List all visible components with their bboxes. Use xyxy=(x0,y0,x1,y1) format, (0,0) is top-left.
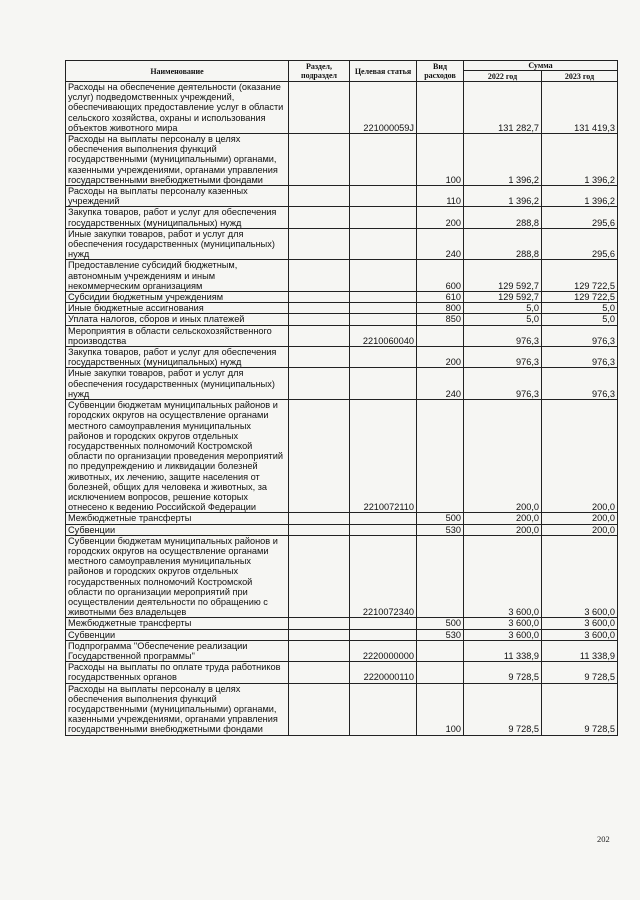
row-sum-2023: 200,0 xyxy=(542,513,618,524)
table-row xyxy=(66,513,618,524)
row-type: 610 xyxy=(417,292,464,303)
table-row xyxy=(66,640,618,661)
row-section xyxy=(289,134,350,186)
row-sum-2023: 5,0 xyxy=(542,314,618,325)
row-target xyxy=(350,207,417,228)
row-section xyxy=(289,662,350,683)
row-sum-2023: 1 396,2 xyxy=(542,186,618,207)
row-name: Предоставление субсидий бюджетным, автономным учреждениям и иным некоммерческим организациям xyxy=(66,260,289,292)
row-sum-2023: 976,3 xyxy=(542,325,618,346)
row-type xyxy=(417,82,464,134)
row-target xyxy=(350,228,417,260)
row-sum-2023: 3 600,0 xyxy=(542,618,618,629)
row-target xyxy=(350,347,417,368)
table-row xyxy=(66,662,618,683)
row-sum-2023: 976,3 xyxy=(542,347,618,368)
row-target xyxy=(350,314,417,325)
row-section xyxy=(289,207,350,228)
row-sum-2022: 3 600,0 xyxy=(464,535,542,618)
row-type xyxy=(417,662,464,683)
row-target: 221000059J xyxy=(350,82,417,134)
row-section xyxy=(289,82,350,134)
row-type xyxy=(417,640,464,661)
row-target: 2210072110 xyxy=(350,400,417,513)
row-target xyxy=(350,524,417,535)
row-type: 200 xyxy=(417,347,464,368)
row-type: 530 xyxy=(417,629,464,640)
row-name: Расходы на выплаты персоналу в целях обеспечения выполнения функций государственными (муниципальными) органами, казенными учреждениями, органами управления государственными внебюджетными фондами xyxy=(66,683,289,735)
table-row xyxy=(66,347,618,368)
row-sum-2023: 131 419,3 xyxy=(542,82,618,134)
row-sum-2023: 129 722,5 xyxy=(542,260,618,292)
table-row xyxy=(66,228,618,260)
row-sum-2022: 11 338,9 xyxy=(464,640,542,661)
row-target xyxy=(350,186,417,207)
table-row xyxy=(66,368,618,400)
row-type: 500 xyxy=(417,513,464,524)
page-number: 202 xyxy=(597,834,610,844)
row-type: 500 xyxy=(417,618,464,629)
row-target: 2220000110 xyxy=(350,662,417,683)
row-type xyxy=(417,400,464,513)
row-sum-2022: 976,3 xyxy=(464,325,542,346)
row-name: Расходы на выплаты персоналу в целях обеспечения выполнения функций государственными (муниципальными) органами, казенными учреждениями, органами управления государственными внебюджетными фондами xyxy=(66,134,289,186)
row-type: 200 xyxy=(417,207,464,228)
row-sum-2022: 5,0 xyxy=(464,314,542,325)
row-sum-2023: 200,0 xyxy=(542,524,618,535)
row-sum-2023: 295,6 xyxy=(542,207,618,228)
row-target xyxy=(350,292,417,303)
row-target xyxy=(350,618,417,629)
table-row xyxy=(66,683,618,735)
row-target xyxy=(350,303,417,314)
table-body xyxy=(66,82,618,736)
header-type: Вид расходов xyxy=(417,61,464,82)
row-sum-2022: 129 592,7 xyxy=(464,292,542,303)
row-sum-2023: 3 600,0 xyxy=(542,535,618,618)
row-target: 2210072340 xyxy=(350,535,417,618)
header-section: Раздел, подраздел xyxy=(289,61,350,82)
row-name: Уплата налогов, сборов и иных платежей xyxy=(66,314,289,325)
row-sum-2022: 200,0 xyxy=(464,400,542,513)
row-name: Субвенции бюджетам муниципальных районов и городских округов на осуществление органами местного самоуправления муниципальных районов и городских округов отдельных государственных полномочий Костромской области по организации мероприятий при осуществлении деятельности по обращению с животными без владельцев xyxy=(66,535,289,618)
row-target: 2220000000 xyxy=(350,640,417,661)
row-name: Закупка товаров, работ и услуг для обеспечения государственных (муниципальных) нужд xyxy=(66,347,289,368)
row-section xyxy=(289,260,350,292)
header-row xyxy=(66,61,618,71)
row-target xyxy=(350,513,417,524)
row-sum-2022: 3 600,0 xyxy=(464,629,542,640)
row-section xyxy=(289,524,350,535)
row-sum-2023: 976,3 xyxy=(542,368,618,400)
row-name: Закупка товаров, работ и услуг для обеспечения государственных (муниципальных) нужд xyxy=(66,207,289,228)
header-sum: Сумма xyxy=(464,61,618,71)
row-type: 850 xyxy=(417,314,464,325)
table-row xyxy=(66,134,618,186)
row-target xyxy=(350,629,417,640)
row-sum-2022: 9 728,5 xyxy=(464,662,542,683)
header-name: Наименование xyxy=(66,61,289,82)
row-sum-2023: 200,0 xyxy=(542,400,618,513)
row-type: 240 xyxy=(417,368,464,400)
table-row xyxy=(66,618,618,629)
row-section xyxy=(289,400,350,513)
row-sum-2022: 1 396,2 xyxy=(464,134,542,186)
row-sum-2022: 9 728,5 xyxy=(464,683,542,735)
row-type: 800 xyxy=(417,303,464,314)
row-name: Межбюджетные трансферты xyxy=(66,618,289,629)
row-section xyxy=(289,347,350,368)
row-sum-2023: 11 338,9 xyxy=(542,640,618,661)
row-section xyxy=(289,325,350,346)
row-sum-2023: 9 728,5 xyxy=(542,683,618,735)
table-row xyxy=(66,292,618,303)
row-section xyxy=(289,303,350,314)
row-type: 100 xyxy=(417,683,464,735)
row-sum-2022: 200,0 xyxy=(464,524,542,535)
table-row xyxy=(66,325,618,346)
row-target xyxy=(350,260,417,292)
row-section xyxy=(289,535,350,618)
table-row xyxy=(66,207,618,228)
row-target xyxy=(350,134,417,186)
row-sum-2022: 131 282,7 xyxy=(464,82,542,134)
row-section xyxy=(289,186,350,207)
row-name: Мероприятия в области сельскохозяйственного производства xyxy=(66,325,289,346)
row-target xyxy=(350,368,417,400)
row-name: Подпрограмма "Обеспечение реализации Государственной программы" xyxy=(66,640,289,661)
row-target: 2210060040 xyxy=(350,325,417,346)
row-name: Иные закупки товаров, работ и услуг для обеспечения государственных (муниципальных) нужд xyxy=(66,368,289,400)
row-sum-2022: 288,8 xyxy=(464,207,542,228)
row-section xyxy=(289,618,350,629)
row-section xyxy=(289,368,350,400)
row-section xyxy=(289,683,350,735)
header-target: Целевая статья xyxy=(350,61,417,82)
header-2023: 2023 год xyxy=(542,71,618,82)
row-name: Межбюджетные трансферты xyxy=(66,513,289,524)
row-name: Субвенции xyxy=(66,524,289,535)
row-sum-2022: 976,3 xyxy=(464,347,542,368)
row-type: 240 xyxy=(417,228,464,260)
table-row xyxy=(66,314,618,325)
row-sum-2022: 3 600,0 xyxy=(464,618,542,629)
row-sum-2023: 129 722,5 xyxy=(542,292,618,303)
row-name: Иные закупки товаров, работ и услуг для обеспечения государственных (муниципальных) нужд xyxy=(66,228,289,260)
row-sum-2023: 1 396,2 xyxy=(542,134,618,186)
row-sum-2023: 3 600,0 xyxy=(542,629,618,640)
row-sum-2022: 1 396,2 xyxy=(464,186,542,207)
row-name: Расходы на выплаты по оплате труда работников государственных органов xyxy=(66,662,289,683)
row-section xyxy=(289,513,350,524)
table-row xyxy=(66,629,618,640)
row-sum-2023: 9 728,5 xyxy=(542,662,618,683)
row-name: Расходы на обеспечение деятельности (оказание услуг) подведомственных учреждений, обеспечивающих предоставление услуг в области сельского хозяйства, охраны и использования объектов животного мира xyxy=(66,82,289,134)
row-section xyxy=(289,228,350,260)
table-row xyxy=(66,535,618,618)
row-sum-2023: 295,6 xyxy=(542,228,618,260)
row-type: 530 xyxy=(417,524,464,535)
row-type: 600 xyxy=(417,260,464,292)
row-target xyxy=(350,683,417,735)
row-type: 100 xyxy=(417,134,464,186)
row-name: Субсидии бюджетным учреждениям xyxy=(66,292,289,303)
table-row xyxy=(66,303,618,314)
row-section xyxy=(289,629,350,640)
table-row xyxy=(66,82,618,134)
row-sum-2022: 129 592,7 xyxy=(464,260,542,292)
row-section xyxy=(289,640,350,661)
table-row xyxy=(66,186,618,207)
table-row xyxy=(66,400,618,513)
row-sum-2023: 5,0 xyxy=(542,303,618,314)
row-type xyxy=(417,535,464,618)
row-name: Расходы на выплаты персоналу казенных учреждений xyxy=(66,186,289,207)
table-row xyxy=(66,524,618,535)
row-name: Субвенции бюджетам муниципальных районов и городских округов на осуществление органами местного самоуправления муниципальных районов и городских округов отдельных государственных полномочий Костромской области по организации проведения мероприятий по предупреждению и ликвидации болезней животных, их лечению, защите населения от болезней, общих для человека и животных, за исключением вопросов, решение которых отнесено к ведению Российской Федерации xyxy=(66,400,289,513)
row-type: 110 xyxy=(417,186,464,207)
table-row xyxy=(66,260,618,292)
row-sum-2022: 5,0 xyxy=(464,303,542,314)
row-sum-2022: 288,8 xyxy=(464,228,542,260)
row-section xyxy=(289,292,350,303)
budget-table xyxy=(65,60,618,736)
row-type xyxy=(417,325,464,346)
row-sum-2022: 200,0 xyxy=(464,513,542,524)
row-name: Иные бюджетные ассигнования xyxy=(66,303,289,314)
row-section xyxy=(289,314,350,325)
row-sum-2022: 976,3 xyxy=(464,368,542,400)
row-name: Субвенции xyxy=(66,629,289,640)
header-2022: 2022 год xyxy=(464,71,542,82)
